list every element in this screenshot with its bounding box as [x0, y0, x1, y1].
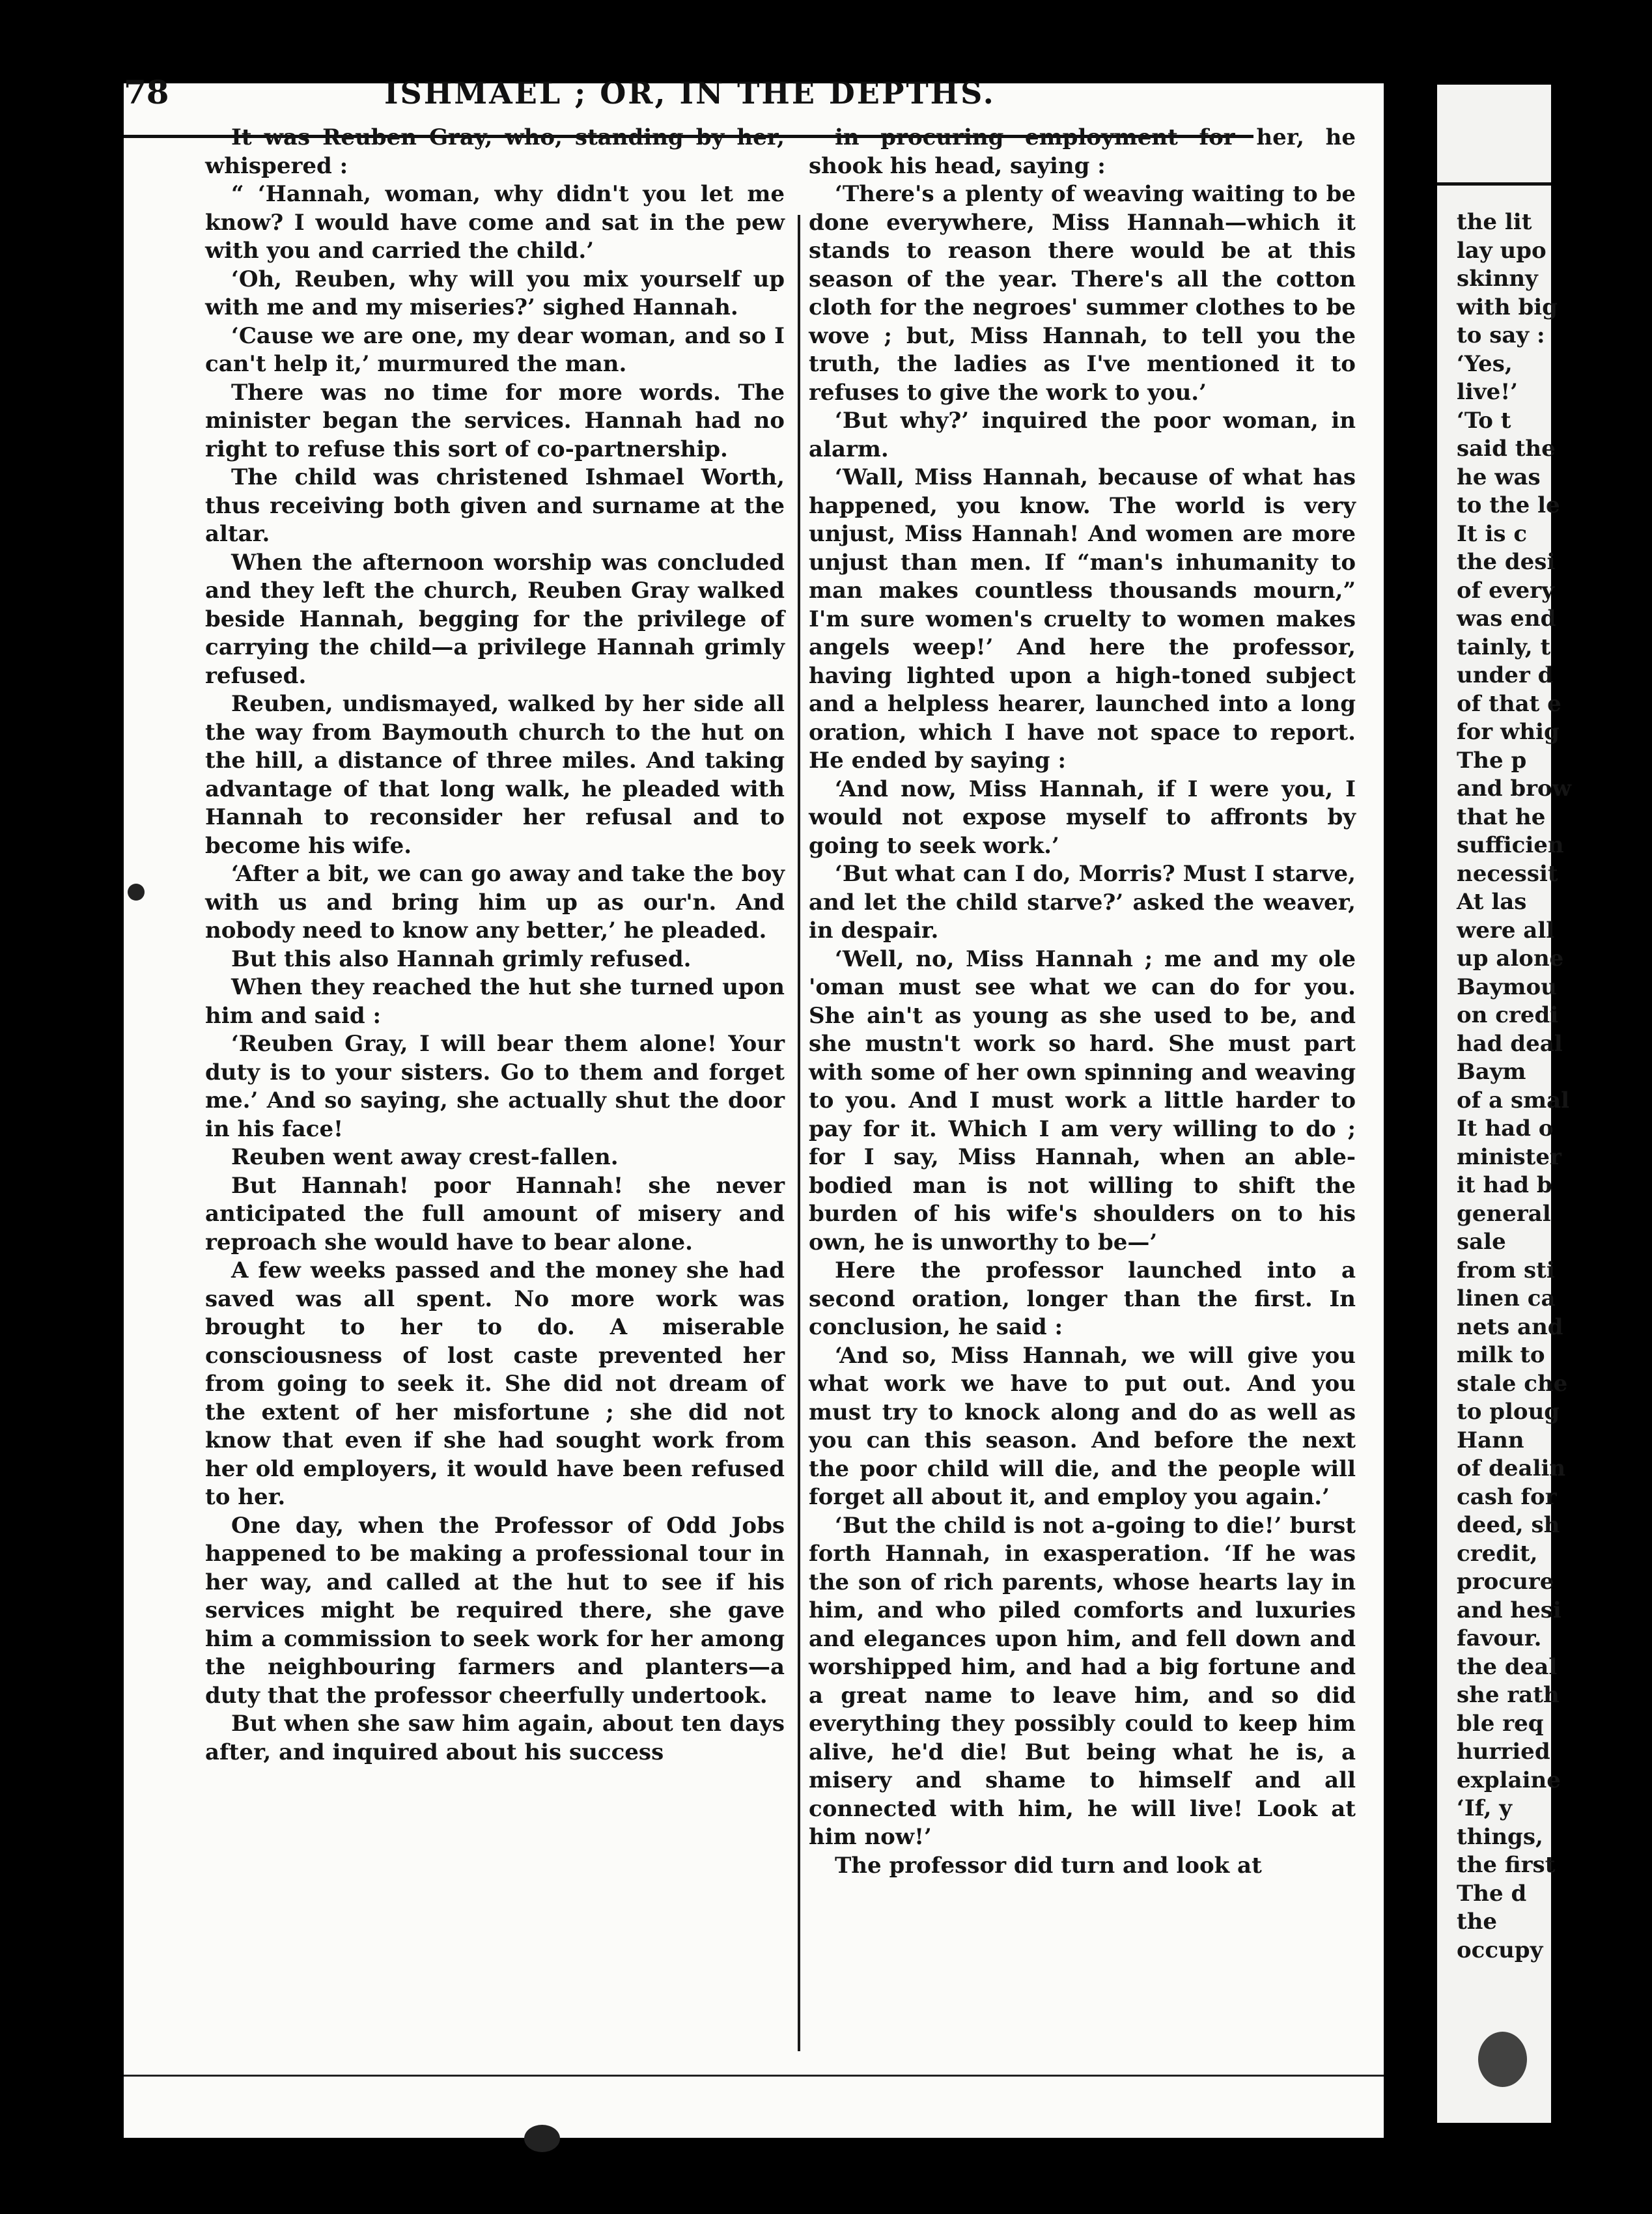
- paragraph: ‘But the child is not a-going to die!’ burst forth Hannah, in exasperation. ‘If he was the son of rich parents, whose hearts lay in him, and who piled comforts and luxuries and elegances upon him, and fell down and worshipped him, and had a big fortune and a great name to leave him, and so did everything they possibly could to keep him alive, he'd die! But being what he is, a misery and shame to himself and all connected with him, he will live! Look at him now!’: [809, 1512, 1356, 1850]
- adjacent-line-fragment: the: [1457, 1909, 1498, 1935]
- paragraph: ‘But why?’ inquired the poor woman, in alarm.: [809, 408, 1356, 462]
- page-bottom-rule: [124, 2075, 1384, 2077]
- adjacent-line-fragment: she rath: [1457, 1682, 1560, 1708]
- adjacent-line-fragment: It had o: [1457, 1115, 1554, 1142]
- adjacent-line-fragment: up alone: [1457, 946, 1564, 972]
- paragraph: The child was christened Ishmael Worth, thus receiving both given and surname at the altar.: [205, 464, 785, 547]
- paragraph: One day, when the Professor of Odd Jobs happened to be making a professional tour in her way, and called at the hut to see if his services might be required there, she gave him a commission to seek work for her among the neighbouring farmers and planters—a duty that the professor cheerfully undertook.: [205, 1512, 785, 1709]
- adjacent-line-fragment: The p: [1457, 747, 1527, 774]
- adjacent-line-fragment: milk to: [1457, 1342, 1545, 1368]
- paragraph: But this also Hannah grimly refused.: [231, 946, 692, 972]
- page-number: 78: [124, 73, 169, 111]
- adjacent-line-fragment: ‘If, y: [1457, 1795, 1513, 1821]
- paragraph: Reuben went away crest-fallen.: [231, 1144, 619, 1170]
- adjacent-line-fragment: the deal: [1457, 1653, 1558, 1680]
- adjacent-line-fragment: At las: [1457, 889, 1527, 915]
- adjacent-line-fragment: it had b: [1457, 1172, 1552, 1198]
- adjacent-line-fragment: the first: [1457, 1852, 1556, 1878]
- adjacent-line-fragment: under d: [1457, 662, 1554, 688]
- adjacent-line-fragment: credit,: [1457, 1540, 1538, 1567]
- adjacent-line-fragment: Baym: [1457, 1059, 1526, 1085]
- adjacent-line-fragment: that he: [1457, 804, 1546, 830]
- adjacent-line-fragment: explaine: [1457, 1767, 1561, 1793]
- adjacent-page-edge: [1437, 85, 1571, 2123]
- paragraph: ‘Cause we are one, my dear woman, and so I can't help it,’ murmured the man.: [205, 322, 785, 377]
- paragraph: When the afternoon worship was concluded and they left the church, Reuben Gray walked beside Hannah, begging for the privilege of carrying the child—a privilege Hannah grimly refused.: [205, 549, 785, 689]
- paragraph: ‘And so, Miss Hannah, we will give you what work we have to put out. And you must try to knock along and do as well as you can this season. And before the next the poor child will die, and the people will forget all about it, and employ you again.’: [809, 1342, 1356, 1510]
- paragraph: ‘After a bit, we can go away and take the boy with us and bring him up as our'n. And nobody need to know any better,’ he pleaded.: [205, 861, 785, 944]
- adjacent-line-fragment: stale che: [1457, 1370, 1568, 1397]
- adjacent-line-fragment: cash for: [1457, 1483, 1557, 1510]
- paragraph: ‘Wall, Miss Hannah, because of what has happened, you know. The world is very unjust, Miss Hannah! And women are more unjust than men. If “man's inhumanity to man makes countless thousands mourn,” I'm sure women's cruelty to women makes angels weep!’ And here the professor, having lighted upon a high-toned subject and a helpless hearer, launched into a long oration, which I have not space to report. He ended by saying :: [809, 464, 1356, 774]
- adjacent-line-fragment: minister: [1457, 1143, 1561, 1170]
- paragraph: A few weeks passed and the money she had saved was all spent. No more work was brought to her to do. A miserable consciousness of lost caste prevented her from going to seek it. She did not dream of the extent of her misfortune ; she did not know that even if she had sought work from her old employers, it would have been refused to her.: [205, 1257, 785, 1510]
- adjacent-line-fragment: was end: [1457, 606, 1556, 632]
- paragraph: It was Reuben Gray, who, standing by her, whispered :: [205, 124, 785, 179]
- paragraph: ‘Reuben Gray, I will bear them alone! Your duty is to your sisters. Go to them and forget me.’ And so saying, she actually shut the door in his face!: [205, 1031, 785, 1142]
- adjacent-line-fragment: he was: [1457, 464, 1541, 490]
- adjacent-line-fragment: ‘To t: [1457, 407, 1511, 434]
- paragraph: ‘Oh, Reuben, why will you mix yourself up with me and my miseries?’ sighed Hannah.: [205, 266, 785, 320]
- adjacent-line-fragment: on credi: [1457, 1002, 1559, 1028]
- paragraph: ‘There's a plenty of weaving waiting to be done everywhere, Miss Hannah—which it stands to reason there would be at this season of the year. There's all the cotton cloth for the negroes' summer clothes to be wove ; but, Miss Hannah, to tell you the truth, the ladies as I've mentioned it to refuses to give the work to you.’: [809, 181, 1356, 406]
- ink-blot: [524, 2125, 560, 2152]
- paragraph: Reuben, undismayed, walked by her side all the way from Baymouth church to the hut on the hill, a distance of three miles. And taking advantage of that long walk, he pleaded with Hannah to reconsider her refusal and to become his wife.: [205, 691, 785, 859]
- adjacent-line-fragment: of that e: [1457, 690, 1561, 717]
- adjacent-line-fragment: occupy: [1457, 1937, 1543, 1963]
- text-column-left: [205, 124, 785, 2090]
- paragraph: ‘And now, Miss Hannah, if I were you, I would not expose myself to affronts by going to seek work.’: [809, 776, 1356, 859]
- adjacent-line-fragment: tainly, t: [1457, 634, 1551, 660]
- adjacent-line-fragment: things,: [1457, 1823, 1543, 1850]
- paragraph: Here the professor launched into a second oration, longer than the first. In conclusion, he said :: [809, 1257, 1356, 1340]
- paragraph: There was no time for more words. The minister began the services. Hannah had no right to refuse this sort of co-partnership.: [205, 379, 785, 462]
- adjacent-line-fragment: Hann: [1457, 1427, 1524, 1453]
- adjacent-line-fragment: said the: [1457, 436, 1556, 462]
- adjacent-line-fragment: sale: [1457, 1229, 1506, 1255]
- text-column-right: [809, 124, 1356, 2090]
- adjacent-line-fragment: sufficien: [1457, 832, 1564, 858]
- paragraph: But Hannah! poor Hannah! she never anticipated the full amount of misery and reproach she would have to bear alone.: [205, 1172, 785, 1255]
- adjacent-line-fragment: with big: [1457, 294, 1558, 320]
- adjacent-line-fragment: from sti: [1457, 1257, 1555, 1283]
- adjacent-line-fragment: to the le: [1457, 492, 1560, 518]
- adjacent-line-fragment: of dealin: [1457, 1455, 1566, 1481]
- paragraph: in procuring employment for her, he shook his head, saying :: [809, 124, 1356, 179]
- column-divider: [798, 215, 800, 2051]
- adjacent-line-fragment: necessit: [1457, 860, 1558, 887]
- adjacent-line-fragment: live!’: [1457, 379, 1518, 405]
- adjacent-line-fragment: nets and: [1457, 1313, 1563, 1340]
- adjacent-line-fragment: deed, sh: [1457, 1512, 1560, 1538]
- adjacent-line-fragment: were all: [1457, 917, 1555, 944]
- adjacent-line-fragment: to say :: [1457, 322, 1545, 348]
- adjacent-line-fragment: and hesi: [1457, 1597, 1561, 1623]
- paragraph: “ ‘Hannah, woman, why didn't you let me know? I would have come and sat in the pew with you and carried the child.’: [205, 181, 785, 264]
- adjacent-line-fragment: the desi: [1457, 549, 1556, 575]
- adjacent-line-fragment: for whig: [1457, 719, 1560, 745]
- adjacent-line-fragment: The d: [1457, 1880, 1527, 1907]
- running-title: ISHMAEL ; OR, IN THE DEPTHS.: [384, 76, 996, 111]
- adjacent-line-fragment: the lit: [1457, 209, 1532, 235]
- adjacent-line-fragment: favour.: [1457, 1625, 1542, 1651]
- paragraph: But when she saw him again, about ten days after, and inquired about his success: [205, 1711, 785, 1765]
- adjacent-line-fragment: hurried: [1457, 1739, 1550, 1765]
- adjacent-line-fragment: to ploug: [1457, 1399, 1560, 1425]
- adjacent-line-fragment: linen ca: [1457, 1285, 1556, 1311]
- adjacent-page-rule: [1437, 182, 1551, 186]
- adjacent-page-text: [1457, 208, 1652, 1965]
- adjacent-line-fragment: general: [1457, 1200, 1551, 1227]
- adjacent-line-fragment: skinny: [1457, 266, 1538, 292]
- adjacent-line-fragment: of a smal: [1457, 1087, 1570, 1114]
- adjacent-line-fragment: lay upo: [1457, 237, 1547, 264]
- adjacent-line-fragment: procure: [1457, 1569, 1554, 1595]
- paragraph: ‘But what can I do, Morris? Must I starve, and let the child starve?’ asked the weaver, in despair.: [809, 861, 1356, 944]
- adjacent-line-fragment: ble req: [1457, 1710, 1544, 1737]
- ink-speck: [128, 884, 145, 901]
- adjacent-line-fragment: Baymou: [1457, 974, 1557, 1000]
- adjacent-line-fragment: had deal: [1457, 1030, 1563, 1057]
- adjacent-line-fragment: ‘Yes,: [1457, 350, 1513, 377]
- adjacent-line-fragment: of every: [1457, 577, 1554, 604]
- paragraph: ‘Well, no, Miss Hannah ; me and my ole 'oman must see what we can do for you. She ain't as young as she used to be, and she mustn't work so hard. She must part with some of her own spinning and weaving to you. And I must work a little harder to pay for it. Which I am very willing to do ; for I say, Miss Hannah, when an able-bodied man is not willing to shift the burden of his wife's shoulders on to his own, he is unworthy to be—’: [809, 946, 1356, 1255]
- adjacent-line-fragment: It is c: [1457, 520, 1528, 547]
- adjacent-line-fragment: and brow: [1457, 776, 1571, 802]
- paragraph: When they reached the hut she turned upon him and said :: [205, 974, 785, 1029]
- ink-blot: [1478, 2032, 1527, 2087]
- paragraph: The professor did turn and look at: [835, 1852, 1262, 1879]
